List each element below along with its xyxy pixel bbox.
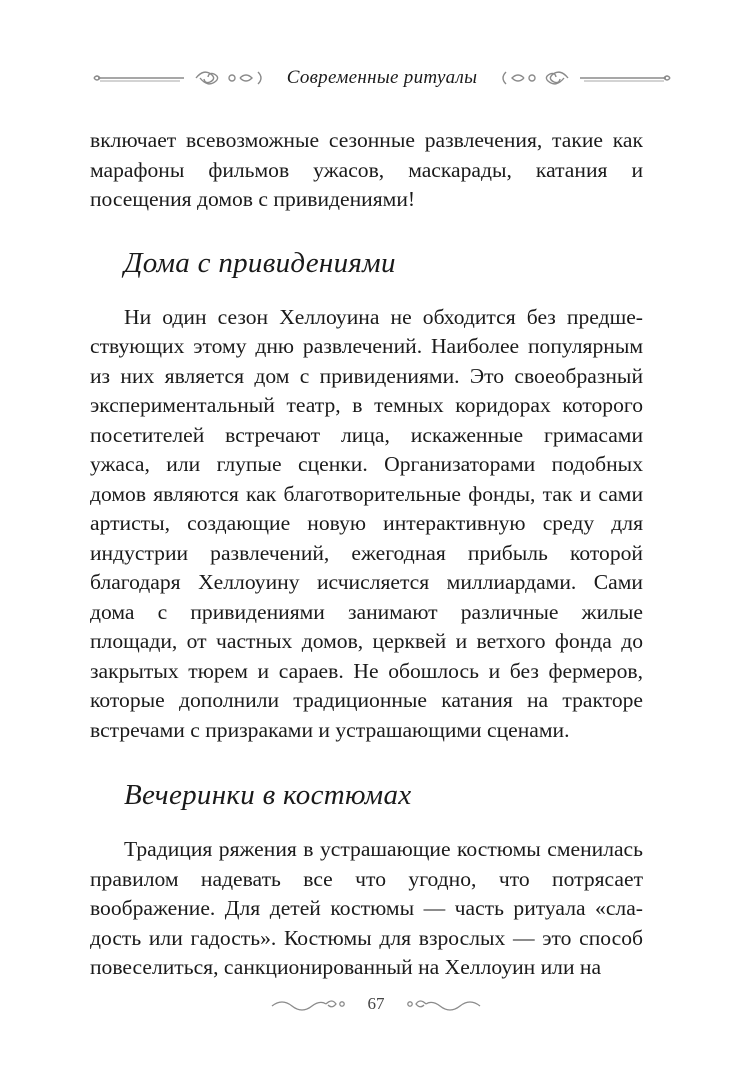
page-content bbox=[90, 126, 643, 983]
right-swirl-icon bbox=[402, 994, 482, 1014]
left-flourish-icon bbox=[92, 66, 272, 90]
running-head bbox=[92, 60, 672, 96]
section-paragraph-haunted-houses: Ни один сезон Хеллоуина не обходится без предшествующих этому дню развлечений. Наиболее популярным из них является дом с привидениями. Это своеобразный экспериментальный театр, в темных коридорах которого посетителей встречают лица, искаженные гримасами ужаса, или глупые сценки. Организаторами подобных домов являются как благотворительные фонды, так и сами артисты, создающие новую интерактивную среду для индустрии развлечений, ежегодная прибыль которой благодаря Хеллоуину исчисляется миллиардами. Сами дома с привидениями занимают различные жилые площади, от частных домов, церквей и ветхого фонда до закрытых тюрем и сараев. Не обошлось и без фермеров, которые дополнили традиционные катания на тракторе встречами с призраками и устрашающими сценами. bbox=[90, 304, 643, 742]
section-heading-costume-parties: Вечеринки в костюмах bbox=[124, 779, 412, 811]
section-heading-haunted-houses: Дома с привидениями bbox=[124, 246, 396, 279]
page-footer bbox=[270, 990, 482, 1018]
running-title: Современные ритуалы bbox=[286, 67, 478, 88]
right-flourish-icon bbox=[492, 66, 672, 90]
intro-paragraph: включает всевозможные сезонные развлечения, такие как марафоны фильмов ужасов, маскарады, катания и посещения домов с привидениями! bbox=[90, 128, 643, 211]
section-paragraph-costume-parties: Традиция ряжения в устрашающие костюмы сменилась правилом надевать все что угодно, что потрясает воображение. Для детей костюмы — часть ритуала «сладость или гадость». Костюмы для взрослых — это способ повеселиться, санкционированный на Хеллоуин или на bbox=[90, 837, 643, 979]
page-number: 67 bbox=[367, 994, 385, 1013]
left-swirl-icon bbox=[270, 994, 350, 1014]
